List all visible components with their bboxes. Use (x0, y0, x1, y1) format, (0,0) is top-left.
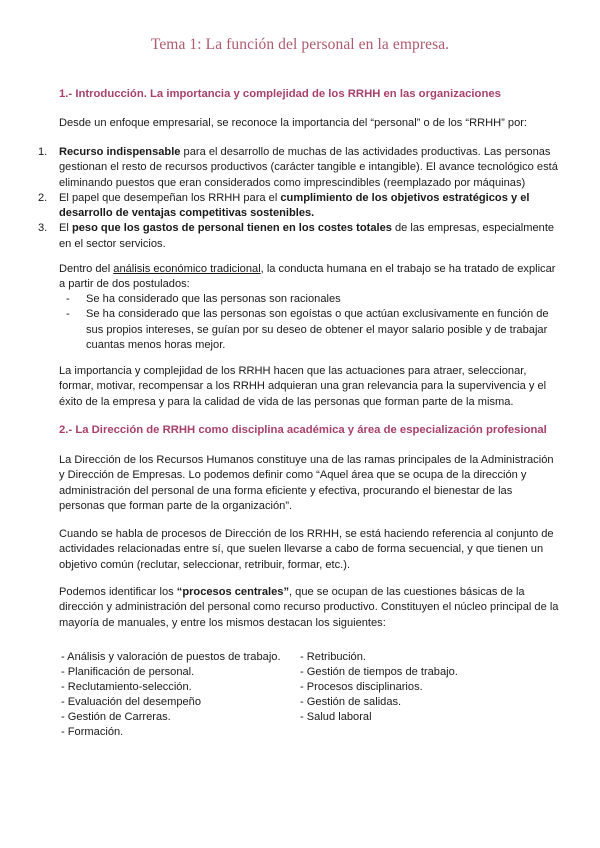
process-item: - Procesos disciplinarios. (300, 680, 423, 693)
processes-list-right (300, 650, 560, 725)
section-1-closing: La importancia y complejidad de los RRHH hacen que las actuaciones para atraer, seleccionar, formar, motivar, recompensar a los RRHH adquieran una gran relevancia para la supervivencia y el éxito de la empresa y para la calidad de vida de las personas que forman parte de la misma. (59, 365, 547, 408)
item-bold-text: cumplimiento de los objetivos estratégicos y el desarrollo de ventajas competitivas sostenibles. (59, 191, 530, 220)
process-item: - Salud laboral (300, 710, 372, 723)
section-1-heading: 1.- Introducción. La importancia y complejidad de los RRHH en las organizaciones (59, 88, 501, 100)
dash-bullet: - (66, 308, 70, 321)
section-2-paragraph-2: Cuando se habla de procesos de Dirección de los RRHH, se está haciendo referencia al conjunto de actividades relacionadas entre sí, que suelen llevarse a cabo de forma secuencial, y que tienen un objetivo común (reclutar, seleccionar, retribuir, formar, etc.). (59, 528, 554, 571)
item-text: El papel que desempeñan los RRHH para el (59, 191, 281, 204)
process-item: - Gestión de salidas. (300, 695, 402, 708)
postulado-text: Se ha considerado que las personas son egoístas o que actúan exclusivamente en función de sus propios intereses, se guían por su deseo de obtener el mayor salario posible y de trabajar cuantas menos horas mejor. (86, 308, 549, 351)
importance-list (20, 145, 560, 252)
processes-list-left (61, 650, 301, 739)
process-item: - Gestión de Carreras. (61, 710, 171, 723)
section-2-paragraph-3 (59, 585, 559, 631)
process-item: - Evaluación del desempeño (61, 695, 201, 708)
postulado-item-2 (59, 307, 559, 353)
process-item: - Retribución. (300, 651, 366, 663)
section-1-intro: Desde un enfoque empresarial, se reconoce la importancia del “personal” o de los “RRHH” por: (59, 117, 528, 129)
p3-text-post: , que se ocupan de las cuestiones básicas de la dirección y administración del personal como recurso productivo. Constituyen el núcleo principal de la mayoría de manuales, y entre los mismos destacan los siguientes: (59, 586, 559, 629)
process-item: - Análisis y valoración de puestos de trabajo. (61, 651, 281, 663)
importance-item-1 (20, 145, 560, 191)
item-number: 3. (38, 222, 48, 235)
section-2-paragraph-1: La Dirección de los Recursos Humanos constituye una de las ramas principales de la Administración y Dirección de Empresas. Lo podemos definir como “Aquel área que se ocupa de la dirección y administración del personal de una forma eficiente y efectiva, procurando el bienestar de las personas que forman parte de la organización”. (59, 454, 554, 512)
importance-item-3 (20, 221, 560, 252)
process-item: - Gestión de tiempos de trabajo. (300, 665, 458, 678)
p3-bold-term: “procesos centrales” (176, 586, 290, 598)
item-number: 2. (38, 191, 48, 204)
importance-item-2 (20, 191, 560, 222)
p3-text-pre: Podemos identificar los (59, 586, 177, 598)
process-item: - Reclutamiento-selección. (61, 680, 192, 693)
process-item: - Formación. (61, 725, 124, 738)
item-text: El (59, 222, 72, 235)
section-2-heading: 2.- La Dirección de RRHH como disciplina académica y área de especialización profesional (59, 424, 547, 436)
item-bold-text: peso que los gastos de personal tienen en los costes totales (71, 222, 392, 235)
process-item: - Planificación de personal. (61, 665, 195, 678)
item-bold-lead: Recurso indispensable (59, 146, 181, 158)
document-title: Tema 1: La función del personal en la empresa. (150, 36, 450, 53)
analysis-underlined-term: análisis económico tradicional (113, 263, 261, 275)
postulado-item-1 (59, 292, 559, 307)
postulado-text: Se ha considerado que las personas son racionales (86, 293, 341, 305)
item-text: para el desarrollo de muchas de las actividades productivas. Las personas gestionan el resto de recursos productivos (carácter tangible e intangible). El avance tecnológico está eliminando puestos que eran considerados como imprescindibles (reemplazado por máquinas) (59, 146, 558, 189)
postulados-list (59, 292, 559, 353)
item-number: 1. (38, 146, 48, 158)
analysis-text-pre: Dentro del (59, 263, 114, 275)
analysis-text-post: , la conducta humana en el trabajo se ha tratado de explicar a partir de dos postulados: (59, 263, 556, 291)
item-text-rest: de las empresas, especialmente en el sector servicios. (59, 222, 555, 250)
dash-bullet: - (66, 293, 70, 305)
analysis-paragraph (59, 262, 559, 293)
